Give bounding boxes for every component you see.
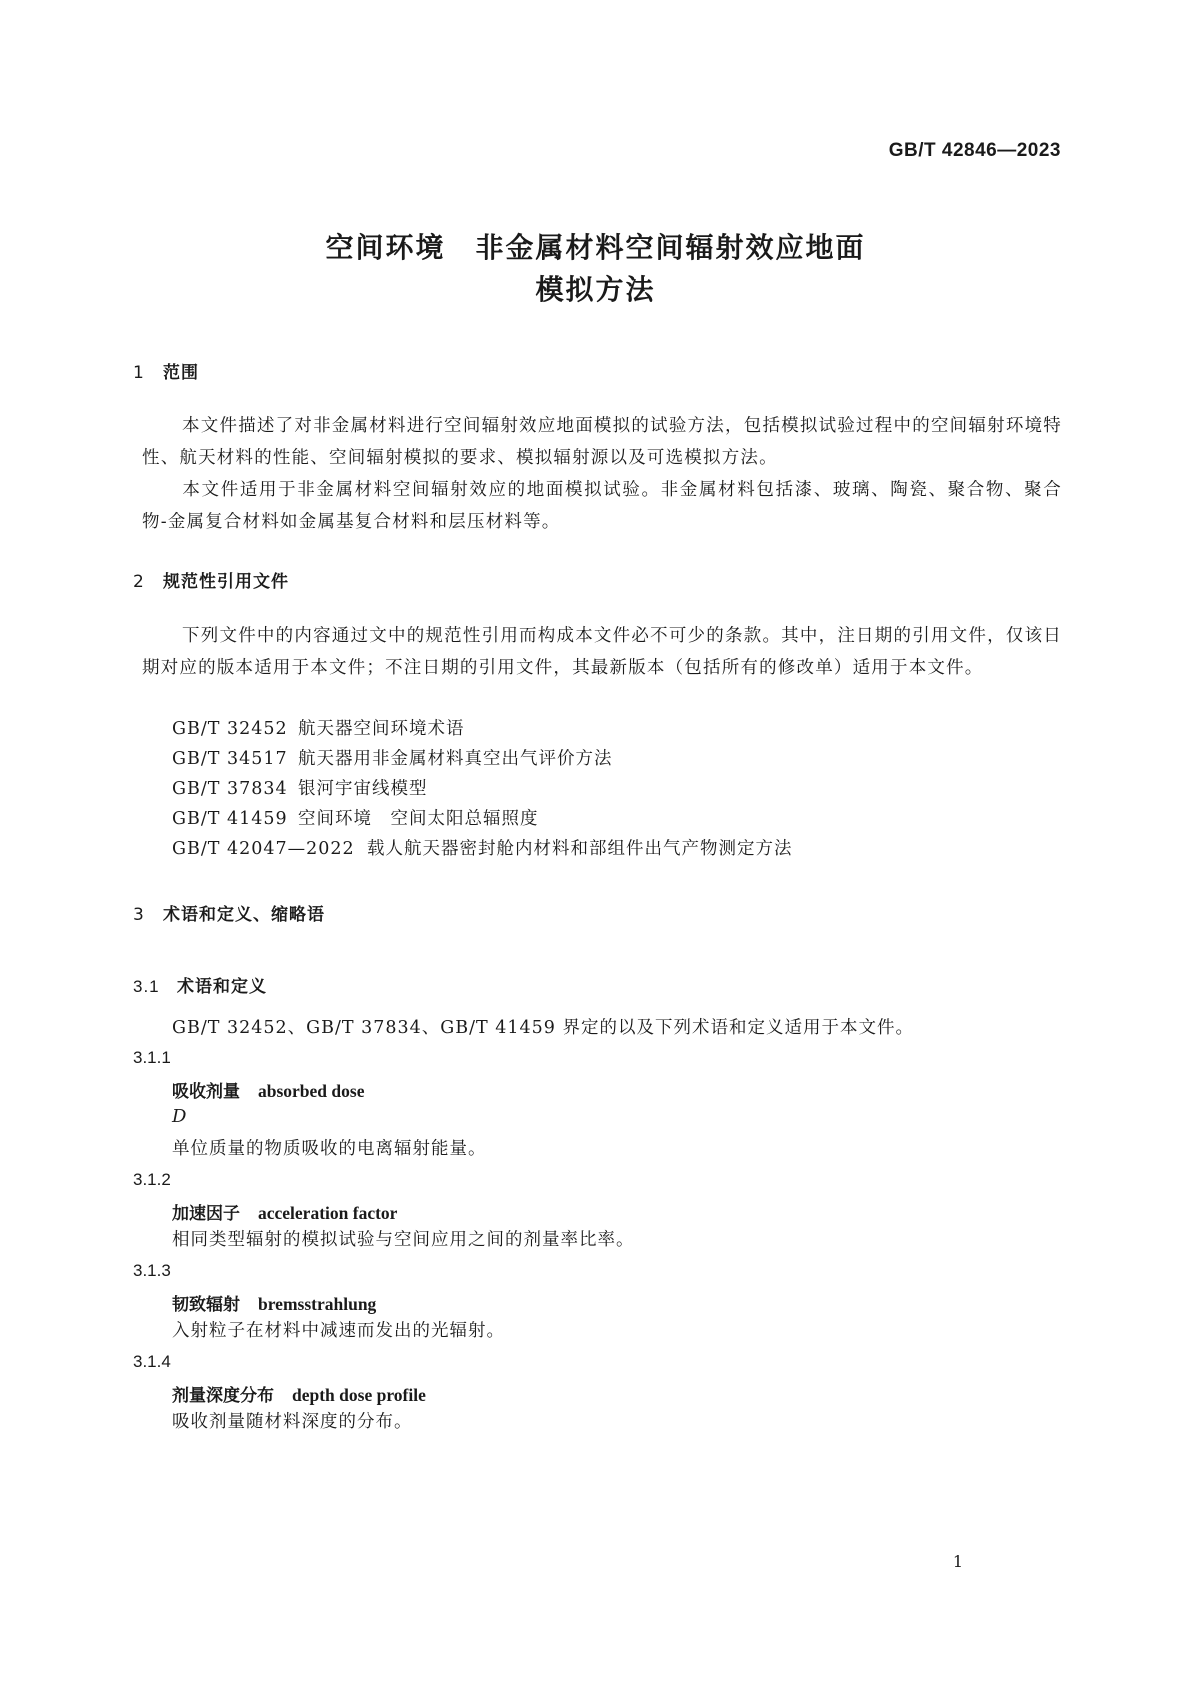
- term-definition: 相同类型辐射的模拟试验与空间应用之间的剂量率比率。: [172, 1230, 635, 1250]
- section-number: 1: [133, 363, 145, 383]
- reference-title: 航天器用非金属材料真空出气评价方法: [298, 749, 613, 769]
- term-heading: [172, 1199, 397, 1224]
- reference-code: GB/T 32452: [172, 719, 288, 739]
- term-heading: [172, 1381, 426, 1406]
- reference-title: 银河宇宙线模型: [298, 779, 428, 799]
- standard-number: GB/T 42846—2023: [888, 140, 1061, 161]
- term-en: absorbed dose: [258, 1081, 365, 1101]
- reference-item: [172, 803, 539, 835]
- term-definition: 吸收剂量随材料深度的分布。: [172, 1412, 413, 1432]
- reference-code: GB/T 41459: [172, 809, 288, 829]
- document-title-line2: 模拟方法: [535, 273, 656, 306]
- term-number: 3.1.1: [133, 1048, 171, 1067]
- term-definition: 单位质量的物质吸收的电离辐射能量。: [172, 1139, 487, 1159]
- section-1-paragraph-2: [142, 474, 1062, 538]
- page-number: 1: [952, 1552, 963, 1571]
- term-number: 3.1.4: [133, 1352, 171, 1371]
- paragraph-text: 下列文件中的内容通过文中的规范性引用而构成本文件必不可少的条款。其中，注日期的引用文件，仅该日期对应的版本适用于本文件；不注日期的引用文件，其最新版本（包括所有的修改单）适用于本文件。: [142, 626, 1062, 678]
- section-number: 3: [133, 905, 145, 925]
- section-2-paragraph: [142, 620, 1062, 684]
- term-definition: 入射粒子在材料中减速而发出的光辐射。: [172, 1321, 505, 1341]
- reference-item: [172, 713, 465, 745]
- section-1-paragraph-1: [142, 410, 1062, 474]
- section-2-heading: [133, 567, 289, 592]
- reference-code: GB/T 34517: [172, 749, 288, 769]
- subsection-number: 3.1: [133, 977, 160, 996]
- term-en: acceleration factor: [258, 1203, 398, 1223]
- term-zh: 加速因子: [172, 1204, 240, 1224]
- section-title: 规范性引用文件: [163, 572, 289, 592]
- terms-intro: GB/T 32452、GB/T 37834、GB/T 41459 界定的以及下列术语和定义适用于本文件。: [172, 1018, 914, 1038]
- section-title: 范围: [163, 363, 199, 383]
- term-heading: [172, 1077, 364, 1102]
- section-3-heading: [133, 900, 325, 925]
- reference-code: GB/T 42047—2022: [172, 839, 355, 859]
- reference-item: [172, 743, 613, 775]
- subsection-title: 术语和定义: [177, 977, 267, 997]
- term-en: bremsstrahlung: [258, 1294, 377, 1314]
- term-symbol: D: [172, 1106, 187, 1127]
- reference-title: 载人航天器密封舱内材料和部组件出气产物测定方法: [367, 839, 793, 859]
- term-number: 3.1.3: [133, 1261, 171, 1280]
- term-number: 3.1.2: [133, 1170, 171, 1189]
- paragraph-text: 本文件适用于非金属材料空间辐射效应的地面模拟试验。非金属材料包括漆、玻璃、陶瓷、聚合物、聚合物-金属复合材料如金属基复合材料和层压材料等。: [142, 480, 1062, 532]
- document-title-line1: 空间环境 非金属材料空间辐射效应地面: [325, 231, 866, 264]
- subsection-3-1-heading: [133, 972, 267, 997]
- term-zh: 剂量深度分布: [172, 1386, 274, 1406]
- term-zh: 吸收剂量: [172, 1082, 240, 1102]
- paragraph-text: 本文件描述了对非金属材料进行空间辐射效应地面模拟的试验方法，包括模拟试验过程中的空间辐射环境特性、航天材料的性能、空间辐射模拟的要求、模拟辐射源以及可选模拟方法。: [142, 416, 1062, 468]
- term-heading: [172, 1290, 376, 1315]
- section-number: 2: [133, 572, 145, 592]
- reference-item: [172, 773, 428, 805]
- reference-item: [172, 833, 793, 865]
- term-en: depth dose profile: [292, 1385, 426, 1405]
- section-1-heading: [133, 358, 199, 383]
- reference-title: 航天器空间环境术语: [298, 719, 465, 739]
- section-title: 术语和定义、缩略语: [163, 905, 325, 925]
- reference-title: 空间环境 空间太阳总辐照度: [298, 809, 539, 829]
- reference-code: GB/T 37834: [172, 779, 288, 799]
- term-zh: 韧致辐射: [172, 1295, 240, 1315]
